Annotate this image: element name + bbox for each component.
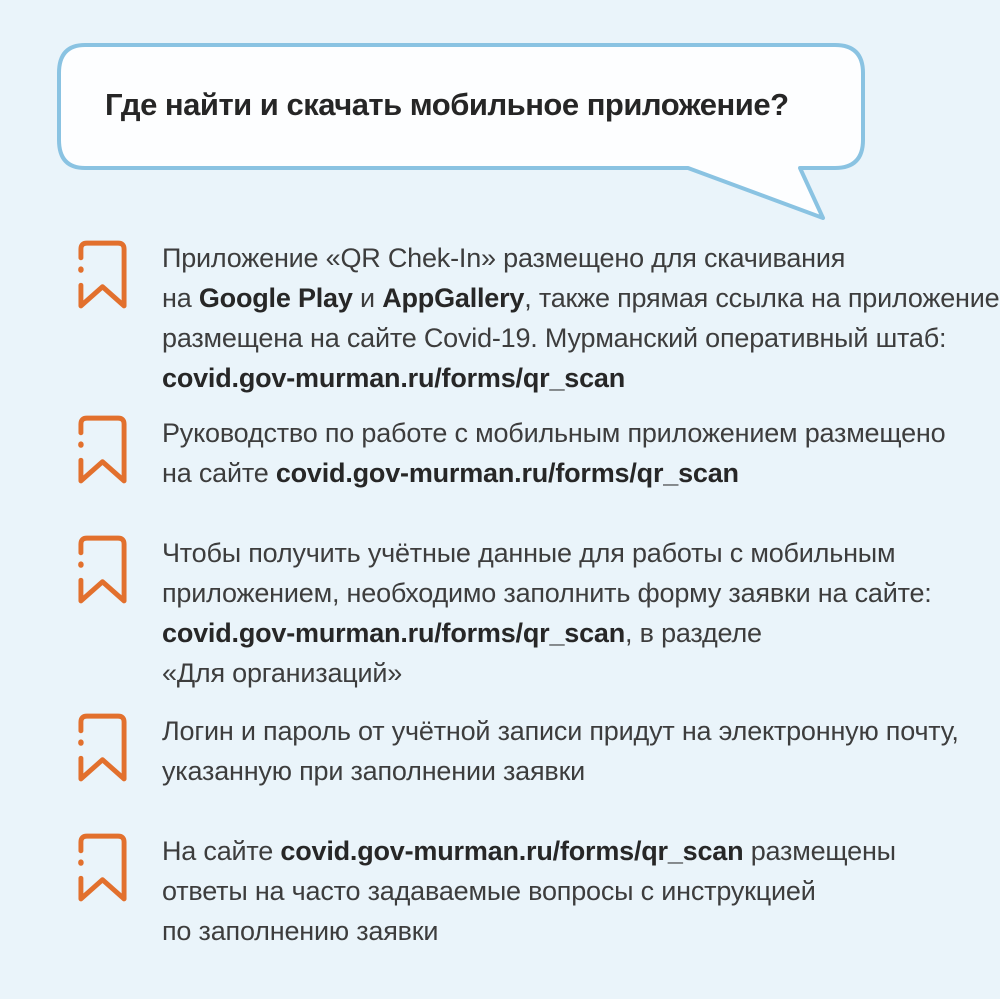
bold-text-segment: covid.gov-murman.ru/forms/qr_scan — [162, 363, 626, 393]
list-item — [77, 711, 982, 791]
text-segment: на сайте — [162, 458, 276, 488]
bold-text-segment: covid.gov-murman.ru/forms/qr_scan — [280, 836, 744, 866]
text-line — [162, 711, 959, 751]
text-line — [162, 871, 896, 911]
item-text — [162, 831, 896, 951]
text-line — [162, 453, 945, 493]
text-line — [162, 653, 932, 693]
text-segment: Приложение «QR Chek-In» размещено для скачивания — [162, 243, 846, 273]
text-segment: Логин и пароль от учётной записи придут на электронную почту, — [162, 716, 959, 746]
text-segment: указанную при заполнении заявки — [162, 756, 586, 786]
bold-text-segment: covid.gov-murman.ru/forms/qr_scan — [275, 458, 739, 488]
bookmark-icon — [77, 534, 128, 605]
item-text — [162, 238, 999, 398]
text-line — [162, 751, 959, 791]
info-list — [77, 238, 1000, 951]
text-line — [162, 278, 999, 318]
text-segment: размещена на сайте Covid-19. Мурманский оперативный штаб: — [162, 323, 947, 353]
text-line — [162, 413, 945, 453]
bookmark-icon — [77, 239, 128, 310]
list-item — [77, 413, 982, 493]
text-line — [162, 613, 932, 653]
item-text — [162, 413, 945, 493]
question-bubble — [55, 41, 867, 226]
list-item — [77, 238, 1000, 398]
bookmark-icon — [77, 832, 128, 903]
text-segment: размещены — [743, 836, 896, 866]
text-line — [162, 831, 896, 871]
text-segment: «Для организаций» — [162, 658, 403, 688]
text-line — [162, 911, 896, 951]
bookmark-icon — [77, 414, 128, 485]
text-segment: Руководство по работе с мобильным приложением размещено — [162, 418, 946, 448]
text-segment: на — [162, 283, 199, 313]
list-item — [77, 831, 982, 951]
text-line — [162, 238, 999, 278]
bold-text-segment: Google Play — [198, 283, 353, 313]
item-text — [162, 711, 959, 791]
text-segment: Чтобы получить учётные данные для работы с мобильным — [162, 538, 896, 568]
text-line — [162, 358, 999, 398]
bookmark-icon — [77, 712, 128, 783]
text-segment: приложением, необходимо заполнить форму заявки на сайте: — [162, 578, 932, 608]
text-segment: по заполнению заявки — [162, 916, 439, 946]
text-segment: ответы на часто задаваемые вопросы с инструкцией — [162, 876, 816, 906]
text-line — [162, 533, 932, 573]
question-title: Где найти и скачать мобильное приложение? — [105, 86, 789, 122]
bold-text-segment: AppGallery — [382, 283, 525, 313]
list-item — [77, 533, 982, 693]
bold-text-segment: covid.gov-murman.ru/forms/qr_scan — [162, 618, 626, 648]
text-segment: и — [352, 283, 383, 313]
text-line — [162, 318, 999, 358]
text-segment: На сайте — [162, 836, 281, 866]
text-line — [162, 573, 932, 613]
text-segment: , в разделе — [625, 618, 762, 648]
item-text — [162, 533, 932, 693]
text-segment: , также прямая ссылка на приложение — [524, 283, 1000, 313]
